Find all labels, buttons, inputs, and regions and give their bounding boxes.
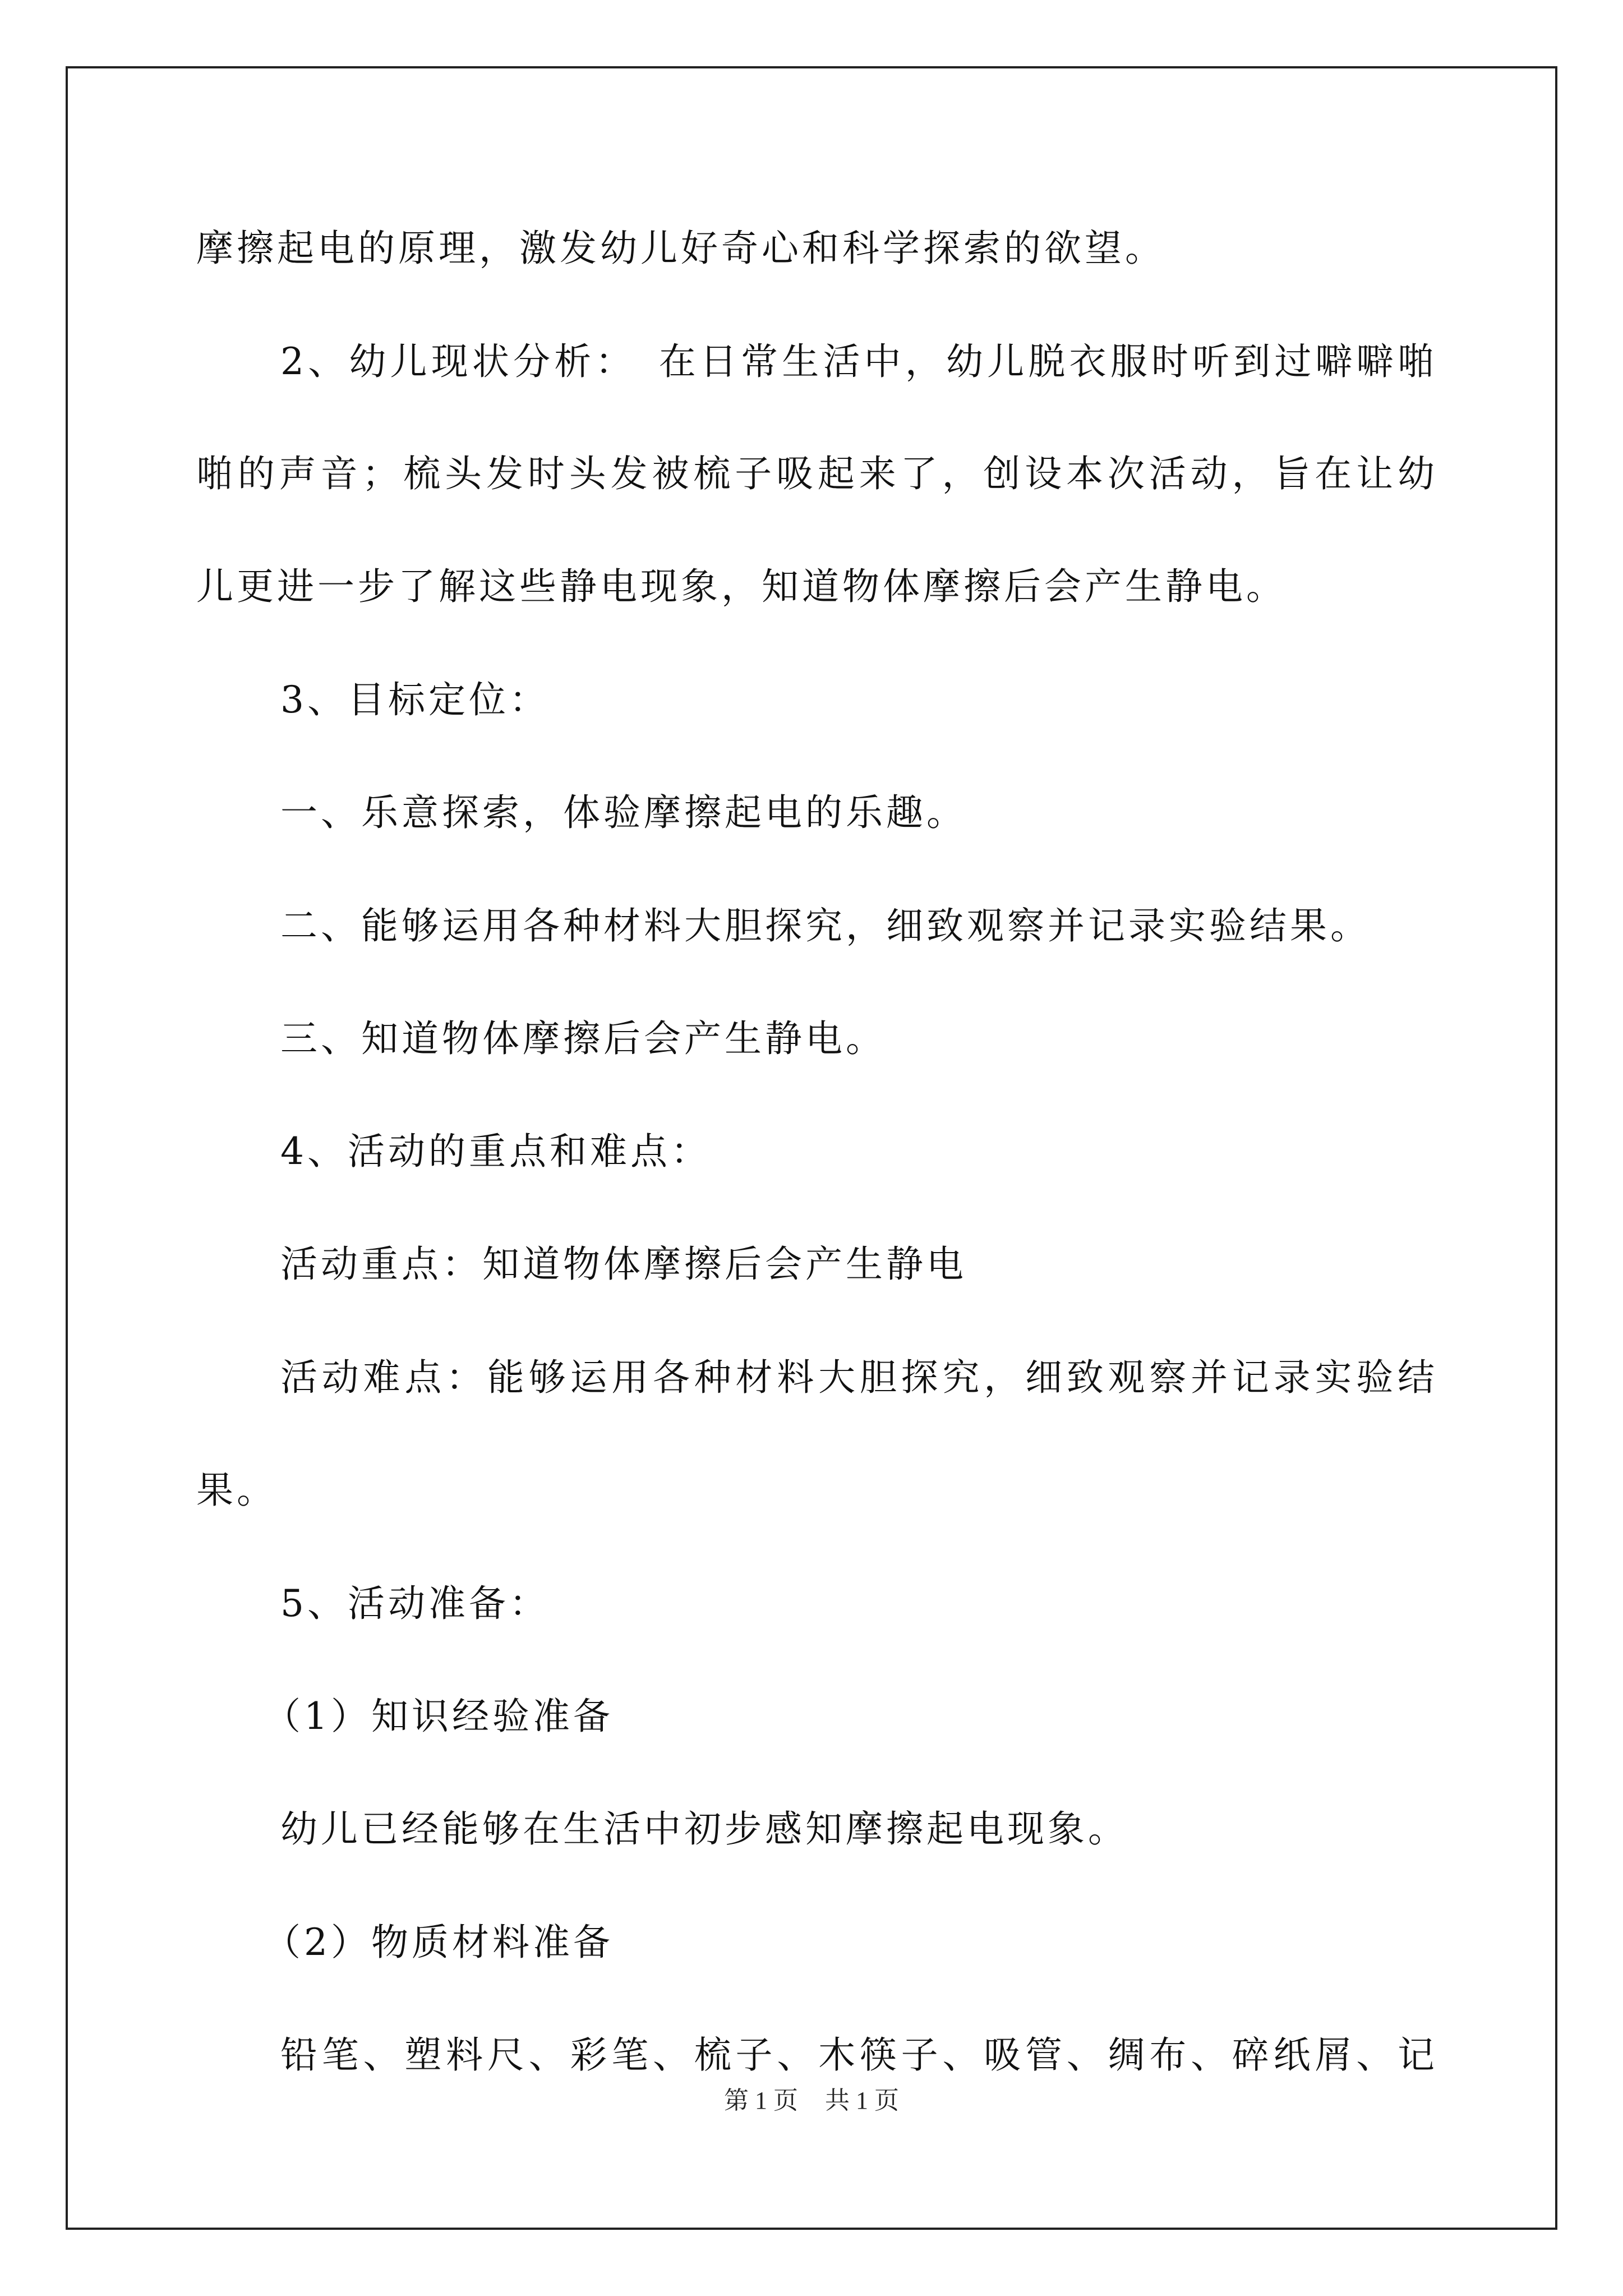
subsection-heading: （1）知识经验准备 (264, 1695, 614, 1738)
page-number: 第 1 页 (724, 2087, 798, 2114)
paragraph-line: 儿更进一步了解这些静电现象，知道物体摩擦后会产生静电。 (196, 565, 1287, 608)
page-total: 共 1 页 (825, 2087, 899, 2114)
paragraph-line: 活动重点：知道物体摩擦后会产生静电 (280, 1243, 967, 1286)
page-footer (0, 2084, 1623, 2118)
paragraph-line: 果。 (196, 1469, 277, 1512)
paragraph-line: 啪的声音；梳头发时头发被梳子吸起来了，创设本次活动，旨在让幼 (196, 452, 1438, 495)
paragraph-line: 摩擦起电的原理，激发幼儿好奇心和科学探索的欲望。 (196, 227, 1165, 270)
section-heading: 5、活动准备： (280, 1582, 550, 1625)
list-item: 三、知道物体摩擦后会产生静电。 (280, 1017, 886, 1060)
section-heading: 4、活动的重点和难点： (280, 1130, 711, 1173)
list-item: 一、乐意探索，体验摩擦起电的乐趣。 (280, 791, 967, 834)
section-heading: 3、目标定位： (280, 678, 550, 721)
paragraph-line: 幼儿已经能够在生活中初步感知摩擦起电现象。 (280, 1807, 1128, 1851)
paragraph-line: 2、幼儿现状分析： 在日常生活中，幼儿脱衣服时听到过噼噼啪 (280, 340, 1438, 383)
subsection-heading: （2）物质材料准备 (264, 1921, 614, 1964)
paragraph-line: 活动难点：能够运用各种材料大胆探究，细致观察并记录实验结 (280, 1356, 1438, 1399)
paragraph-line: 铅笔、塑料尺、彩笔、梳子、木筷子、吸管、绸布、碎纸屑、记 (280, 2033, 1438, 2077)
list-item: 二、能够运用各种材料大胆探究，细致观察并记录实验结果。 (280, 904, 1371, 947)
